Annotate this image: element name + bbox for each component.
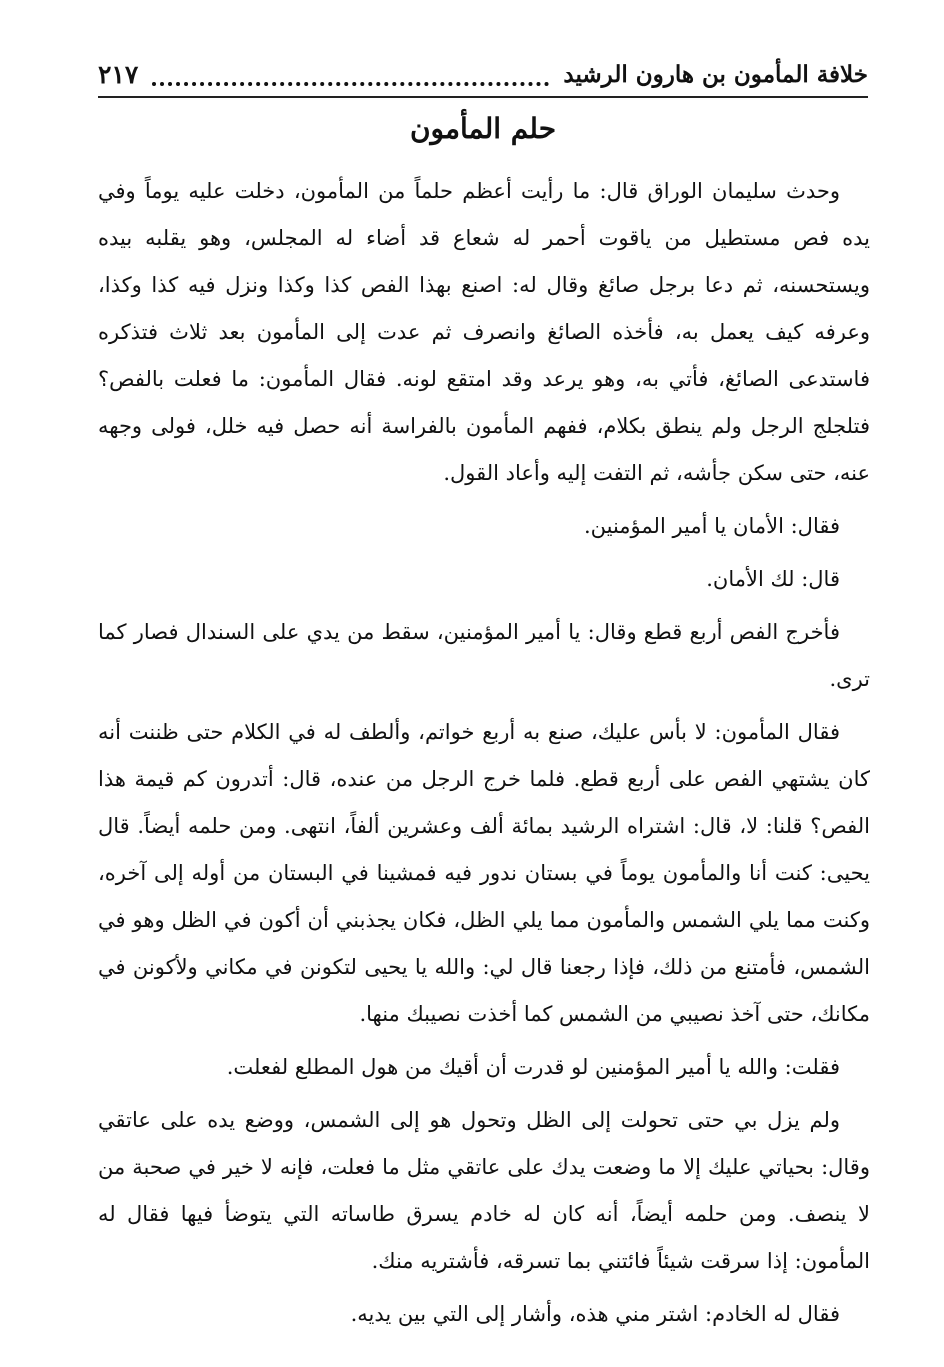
paragraph: ولم يزل بي حتى تحولت إلى الظل وتحول هو إلى الشمس، ووضع يده على عاتقي وقال: بحياتي عليك إلا ما وضعت يدك على عاتقي مثل ما فعلت، فإنه لا خير في صحبة من لا ينصف. ومن حلمه أيضاً، أنه كان له خادم يسرق طاساته التي يتوضأ فيها فقال له المأمون: إذا سرقت شيئاً فائتني بما تسرقه، فأشتريه منك. — [98, 1108, 870, 1273]
section-title: حلم المأمون — [409, 112, 556, 145]
paragraph: فقال المأمون: لا بأس عليك، صنع به أربع خواتم، وألطف له في الكلام حتى ظننت أنه كان يشتهي الفص على أربع قطع. فلما خرج الرجل من عنده، قال: أتدرون كم قيمة هذا الفص؟ قلنا: لا، قال: اشتراه الرشيد بمائة ألف وعشرين ألفاً، انتهى. ومن حلمه أيضاً. قال يحيى: كنت أنا والمأمون يوماً في بستان ندور فيه فمشينا في البستان من أوله إلى آخره، وكنت مما يلي الشمس والمأمون مما يلي الظل، فكان يجذبني أن أكون في الظل وهو في الشمس، فأمتنع من ذلك، فإذا رجعنا قال لي: والله يا يحيى لتكونن في مكاني ولأكونن في مكانك، حتى آخذ نصيبي من الشمس كما أخذت نصيبك منها. — [98, 720, 870, 1026]
running-title: خلافة المأمون بن هارون الرشيد — [563, 60, 868, 88]
page-number: ٢١٧ — [98, 59, 139, 89]
leader-dots — [152, 74, 549, 86]
paragraph: فقال: الأمان يا أمير المؤمنين. — [583, 514, 840, 538]
paragraph: فقال له الخادم: اشتر مني هذه، وأشار إلى التي بين يديه. — [350, 1302, 840, 1326]
paragraph: وحدث سليمان الوراق قال: ما رأيت أعظم حلماً من المأمون، دخلت عليه يوماً وفي يده فص مستطيل من ياقوت أحمر له شعاع قد أضاء له المجلس، وهو يقلبه بيده ويستحسنه، ثم دعا برجل صائغ وقال له: اصنع بهذا الفص كذا وكذا ونزل فيه كذا وكذا، وعرفه كيف يعمل به، فأخذه الصائغ وانصرف ثم عدت إلى المأمون بعد ثلاث فتذكره فاستدعى الصائغ، فأتي به، وهو يرعد وقد امتقع لونه. فقال المأمون: ما فعلت بالفص؟ فتلجلج الرجل ولم ينطق بكلام، ففهم المأمون بالفراسة أنه حصل فيه خلل، فولى وجهه عنه، حتى سكن جأشه، ثم التفت إليه وأعاد القول. — [98, 179, 870, 485]
page-header — [98, 54, 868, 94]
header-rule — [98, 96, 868, 98]
paragraph: فقلت: والله يا أمير المؤمنين لو قدرت أن أقيك من هول المطلع لفعلت. — [226, 1055, 840, 1079]
body-text — [98, 168, 870, 1344]
paragraph: فأخرج الفص أربع قطع وقال: يا أمير المؤمنين، سقط من يدي على السندال فصار كما ترى. — [98, 620, 870, 691]
paragraph: قال: لك الأمان. — [706, 567, 840, 591]
